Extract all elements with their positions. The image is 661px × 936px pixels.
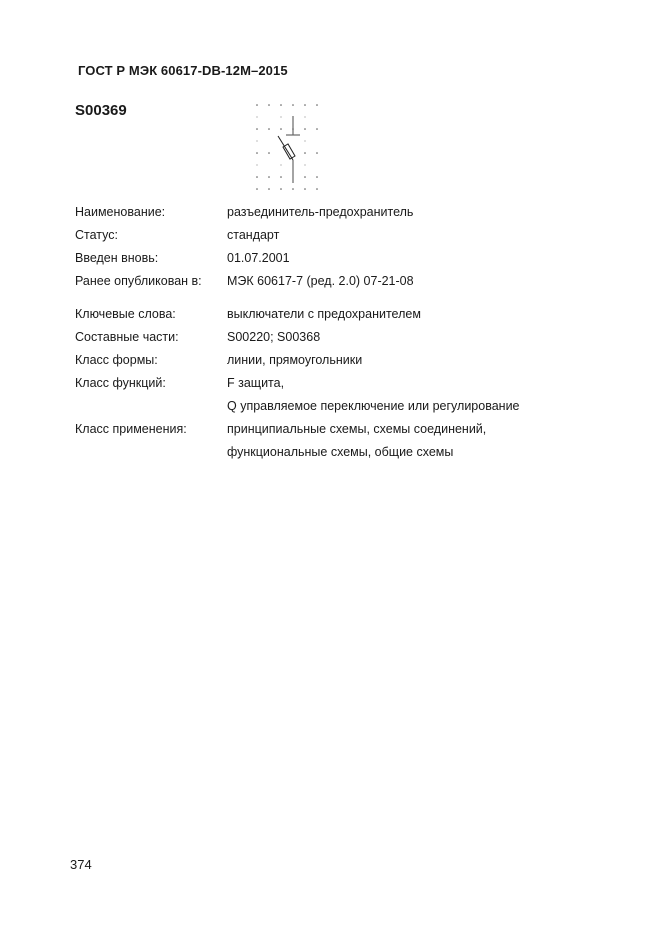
property-label <box>75 445 227 468</box>
property-row <box>75 376 520 399</box>
property-row <box>75 274 520 297</box>
property-label: Класс формы: <box>75 353 158 367</box>
property-value: стандарт <box>227 228 280 242</box>
property-row <box>75 307 520 330</box>
property-label: Ранее опубликован в: <box>75 274 202 288</box>
property-label: Статус: <box>75 228 118 242</box>
property-label: Введен вновь: <box>75 251 159 265</box>
property-label: Составные части: <box>75 330 179 344</box>
document-header: ГОСТ Р МЭК 60617-DB-12M–2015 <box>78 63 288 78</box>
property-value: S00220; S00368 <box>227 330 321 344</box>
page-number: 374 <box>70 857 92 872</box>
property-value: 01.07.2001 <box>227 251 290 265</box>
group-spacer <box>75 297 520 307</box>
property-value: Q управляемое переключение или регулирование <box>227 399 520 413</box>
property-label: Наименование: <box>75 205 166 219</box>
property-row <box>75 330 520 353</box>
property-label: Класс применения: <box>75 422 187 436</box>
disconnector-fuse-symbol-icon <box>250 98 325 202</box>
property-row <box>75 251 520 274</box>
property-row <box>75 205 520 228</box>
symbol-id: S00369 <box>75 102 127 119</box>
property-row <box>75 399 520 422</box>
symbol-properties <box>75 205 520 468</box>
property-row <box>75 445 520 468</box>
property-value: функциональные схемы, общие схемы <box>227 445 454 459</box>
property-value: выключатели с предохранителем <box>227 307 421 321</box>
property-row <box>75 422 520 445</box>
property-value: разъединитель-предохранитель <box>227 205 414 219</box>
property-value: линии, прямоугольники <box>227 353 363 367</box>
property-label <box>75 399 227 422</box>
property-row <box>75 228 520 251</box>
property-row <box>75 353 520 376</box>
property-value: принципиальные схемы, схемы соединений, <box>227 422 487 436</box>
property-value: МЭК 60617-7 (ред. 2.0) 07-21-08 <box>227 274 414 288</box>
property-label: Ключевые слова: <box>75 307 176 321</box>
property-value: F защита, <box>227 376 285 390</box>
property-label: Класс функций: <box>75 376 166 390</box>
